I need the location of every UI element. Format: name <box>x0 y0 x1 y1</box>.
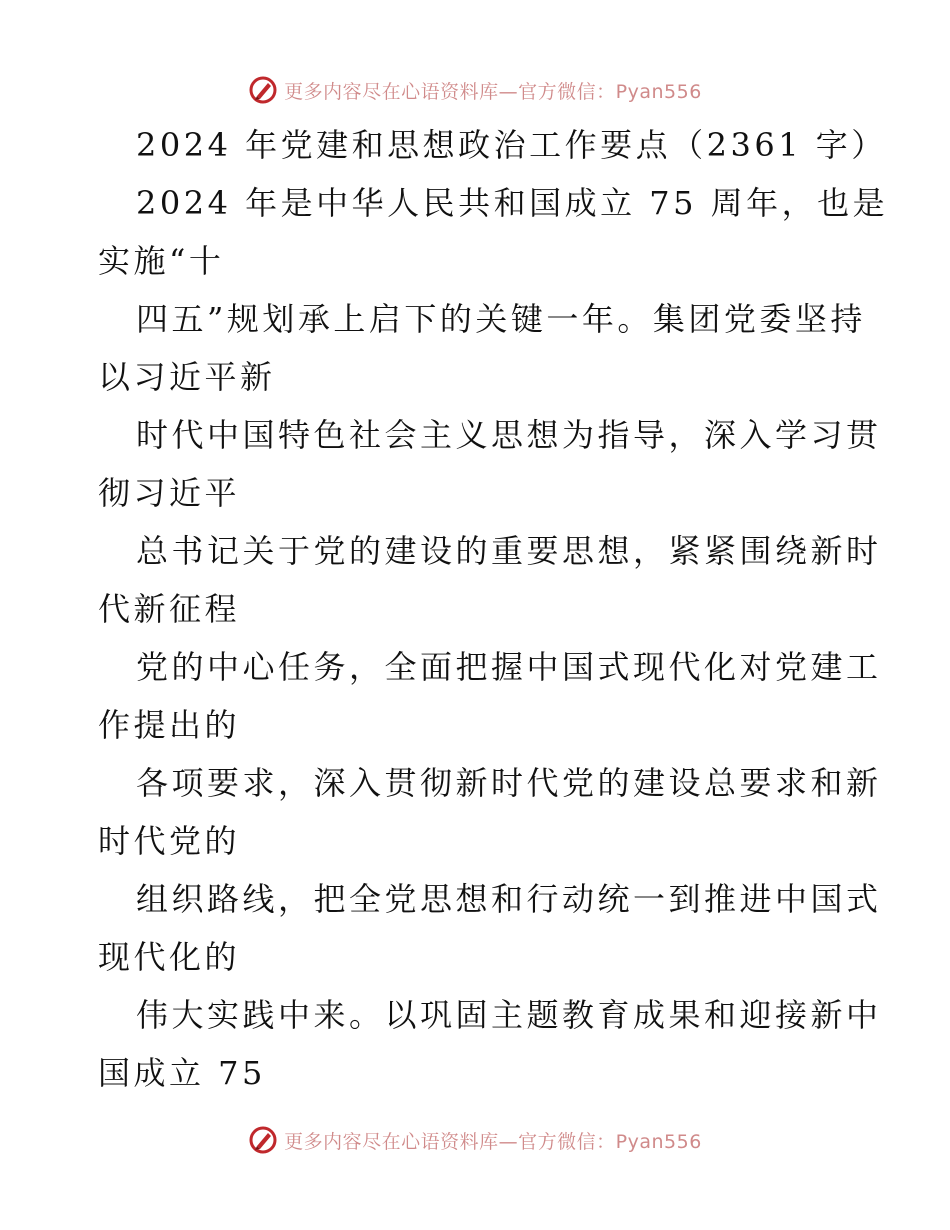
doc-line: 现代化的 <box>98 938 241 976</box>
doc-line: 伟大实践中来。以巩固主题教育成果和迎接新中 <box>136 996 882 1034</box>
watermark-text: 更多内容尽在心语资料库—官方微信：Pyan556 <box>284 1130 702 1153</box>
doc-line: 时代党的 <box>98 822 241 860</box>
doc-line: 组织路线，把全党思想和行动统一到推进中国式 <box>136 880 882 918</box>
doc-line: 2024 年是中华人民共和国成立 75 周年，也是 <box>136 184 889 222</box>
pen-logo-icon <box>248 1125 278 1155</box>
watermark-text: 更多内容尽在心语资料库—官方微信：Pyan556 <box>284 80 702 103</box>
doc-line: 党的中心任务，全面把握中国式现代化对党建工 <box>136 648 882 686</box>
doc-line: 代新征程 <box>98 590 241 628</box>
pen-logo-icon <box>248 75 278 105</box>
doc-line: 实施“十 <box>98 242 225 280</box>
doc-line: 四五”规划承上启下的关键一年。集团党委坚持 <box>136 300 866 338</box>
header-watermark <box>0 70 950 110</box>
footer-watermark <box>0 1120 950 1160</box>
doc-line: 国成立 75 <box>98 1054 266 1092</box>
doc-line: 各项要求，深入贯彻新时代党的建设总要求和新 <box>136 764 882 802</box>
doc-line: 以习近平新 <box>98 358 276 396</box>
doc-line: 作提出的 <box>98 706 241 744</box>
document-body <box>0 116 950 1102</box>
doc-line: 2024 年党建和思想政治工作要点（2361 字） <box>136 126 887 164</box>
doc-line: 时代中国特色社会主义思想为指导，深入学习贯 <box>136 416 882 454</box>
doc-line: 总书记关于党的建设的重要思想，紧紧围绕新时 <box>136 532 882 570</box>
doc-line: 彻习近平 <box>98 474 241 512</box>
